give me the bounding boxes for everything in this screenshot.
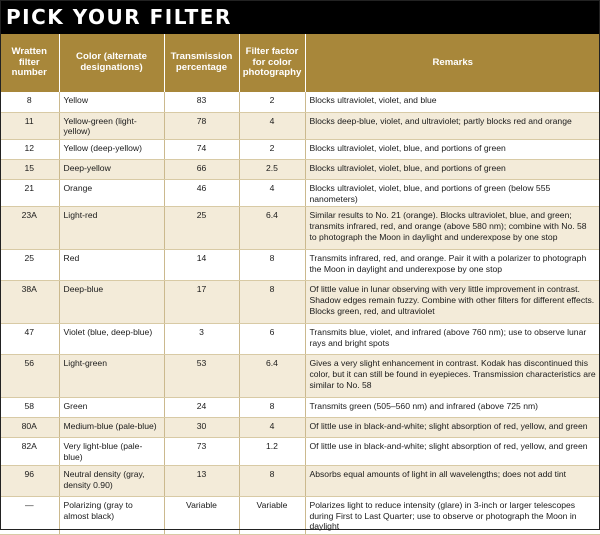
- cell-remarks: Blocks ultraviolet, violet, blue, and portions of green: [305, 139, 600, 159]
- cell-color: Very light-blue (pale-blue): [59, 438, 164, 465]
- cell-transmission: 83: [164, 92, 239, 112]
- cell-transmission: 13: [164, 465, 239, 496]
- cell-filter-factor: Variable: [239, 496, 305, 534]
- cell-remarks: Transmits infrared, red, and orange. Pair it with a polarizer to photograph the Moon in daylight and underexpose by one stop: [305, 250, 600, 281]
- cell-transmission: 74: [164, 139, 239, 159]
- cell-transmission: Variable: [164, 496, 239, 534]
- cell-filter-factor: 8: [239, 281, 305, 324]
- cell-remarks: Similar results to No. 21 (orange). Blocks ultraviolet, blue, and green; transmits infrared, red, and orange (above 580 nm); combine with No. 58 to photograph the Moon in daylight and underexpose by one stop: [305, 207, 600, 250]
- cell-filter-number: 8: [0, 92, 59, 112]
- cell-filter-factor: 4: [239, 179, 305, 206]
- cell-color: Yellow (deep-yellow): [59, 139, 164, 159]
- cell-transmission: 25: [164, 207, 239, 250]
- column-header-transmission: Transmission percentage: [164, 34, 239, 92]
- cell-filter-number: 96: [0, 465, 59, 496]
- cell-color: Light-red: [59, 207, 164, 250]
- cell-color: Yellow: [59, 92, 164, 112]
- column-header-remarks: Remarks: [305, 34, 600, 92]
- cell-remarks: Blocks ultraviolet, violet, blue, and portions of green (below 555 nanometers): [305, 179, 600, 206]
- cell-color: Violet (blue, deep-blue): [59, 324, 164, 355]
- cell-filter-number: 23A: [0, 207, 59, 250]
- cell-color: Yellow-green (light-yellow): [59, 112, 164, 139]
- cell-remarks: Absorbs equal amounts of light in all wavelengths; does not add tint: [305, 465, 600, 496]
- cell-filter-number: 58: [0, 398, 59, 418]
- cell-transmission: 14: [164, 250, 239, 281]
- cell-transmission: 17: [164, 281, 239, 324]
- cell-color: Polarizing (gray to almost black): [59, 496, 164, 534]
- column-header-color: Color (alternate designations): [59, 34, 164, 92]
- cell-transmission: 78: [164, 112, 239, 139]
- cell-filter-number: 25: [0, 250, 59, 281]
- cell-remarks: Blocks ultraviolet, violet, and blue: [305, 92, 600, 112]
- cell-color: Medium-blue (pale-blue): [59, 418, 164, 438]
- cell-remarks: Transmits green (505–560 nm) and infrared (above 725 nm): [305, 398, 600, 418]
- column-header-number: Wratten filter number: [0, 34, 59, 92]
- cell-filter-number: 47: [0, 324, 59, 355]
- cell-filter-factor: 6.4: [239, 207, 305, 250]
- cell-filter-number: 12: [0, 139, 59, 159]
- cell-filter-factor: 6.4: [239, 355, 305, 398]
- cell-filter-number: —: [0, 496, 59, 534]
- cell-filter-number: 80A: [0, 418, 59, 438]
- cell-filter-factor: 8: [239, 465, 305, 496]
- cell-filter-factor: 2: [239, 92, 305, 112]
- cell-transmission: 3: [164, 324, 239, 355]
- cell-transmission: 46: [164, 179, 239, 206]
- cell-remarks: Polarizes light to reduce intensity (glare) in 3-inch or larger telescopes during First to Last Quarter; use to observe or photograph the Moon in daylight: [305, 496, 600, 534]
- cell-filter-factor: 4: [239, 418, 305, 438]
- cell-transmission: 53: [164, 355, 239, 398]
- cell-remarks: Of little value in lunar observing with very little improvement in contrast. Shadow edges remain fuzzy. Combine with other filters for different effects. Blocks green, red, and ultraviolet: [305, 281, 600, 324]
- cell-filter-factor: 6: [239, 324, 305, 355]
- cell-filter-number: 38A: [0, 281, 59, 324]
- cell-filter-number: 21: [0, 179, 59, 206]
- cell-remarks: Of little use in black-and-white; slight absorption of red, yellow, and green: [305, 438, 600, 465]
- cell-remarks: Of little use in black-and-white; slight absorption of red, yellow, and green: [305, 418, 600, 438]
- cell-color: Green: [59, 398, 164, 418]
- cell-color: Orange: [59, 179, 164, 206]
- cell-color: Neutral density (gray, density 0.90): [59, 465, 164, 496]
- page-title: PICK YOUR FILTER: [6, 5, 232, 29]
- cell-filter-factor: 4: [239, 112, 305, 139]
- cell-filter-number: 15: [0, 159, 59, 179]
- cell-transmission: 66: [164, 159, 239, 179]
- cell-remarks: Blocks ultraviolet, violet, blue, and portions of green: [305, 159, 600, 179]
- cell-filter-factor: 2: [239, 139, 305, 159]
- cell-filter-factor: 8: [239, 398, 305, 418]
- cell-filter-number: 56: [0, 355, 59, 398]
- cell-filter-factor: 2.5: [239, 159, 305, 179]
- cell-filter-factor: 8: [239, 250, 305, 281]
- cell-transmission: 73: [164, 438, 239, 465]
- cell-transmission: 30: [164, 418, 239, 438]
- cell-filter-number: 11: [0, 112, 59, 139]
- cell-remarks: Transmits blue, violet, and infrared (above 760 nm); use to observe lunar rays and bright spots: [305, 324, 600, 355]
- cell-remarks: Blocks deep-blue, violet, and ultraviolet; partly blocks red and orange: [305, 112, 600, 139]
- cell-color: Deep-yellow: [59, 159, 164, 179]
- cell-transmission: 24: [164, 398, 239, 418]
- cell-filter-number: 82A: [0, 438, 59, 465]
- column-header-factor: Filter factor for color photography: [239, 34, 305, 92]
- cell-color: Deep-blue: [59, 281, 164, 324]
- cell-remarks: Gives a very slight enhancement in contrast. Kodak has discontinued this color, but it can still be found in eyepieces. Transmission characteristics are similar to No. 58: [305, 355, 600, 398]
- cell-filter-factor: 1.2: [239, 438, 305, 465]
- cell-color: Light-green: [59, 355, 164, 398]
- cell-color: Red: [59, 250, 164, 281]
